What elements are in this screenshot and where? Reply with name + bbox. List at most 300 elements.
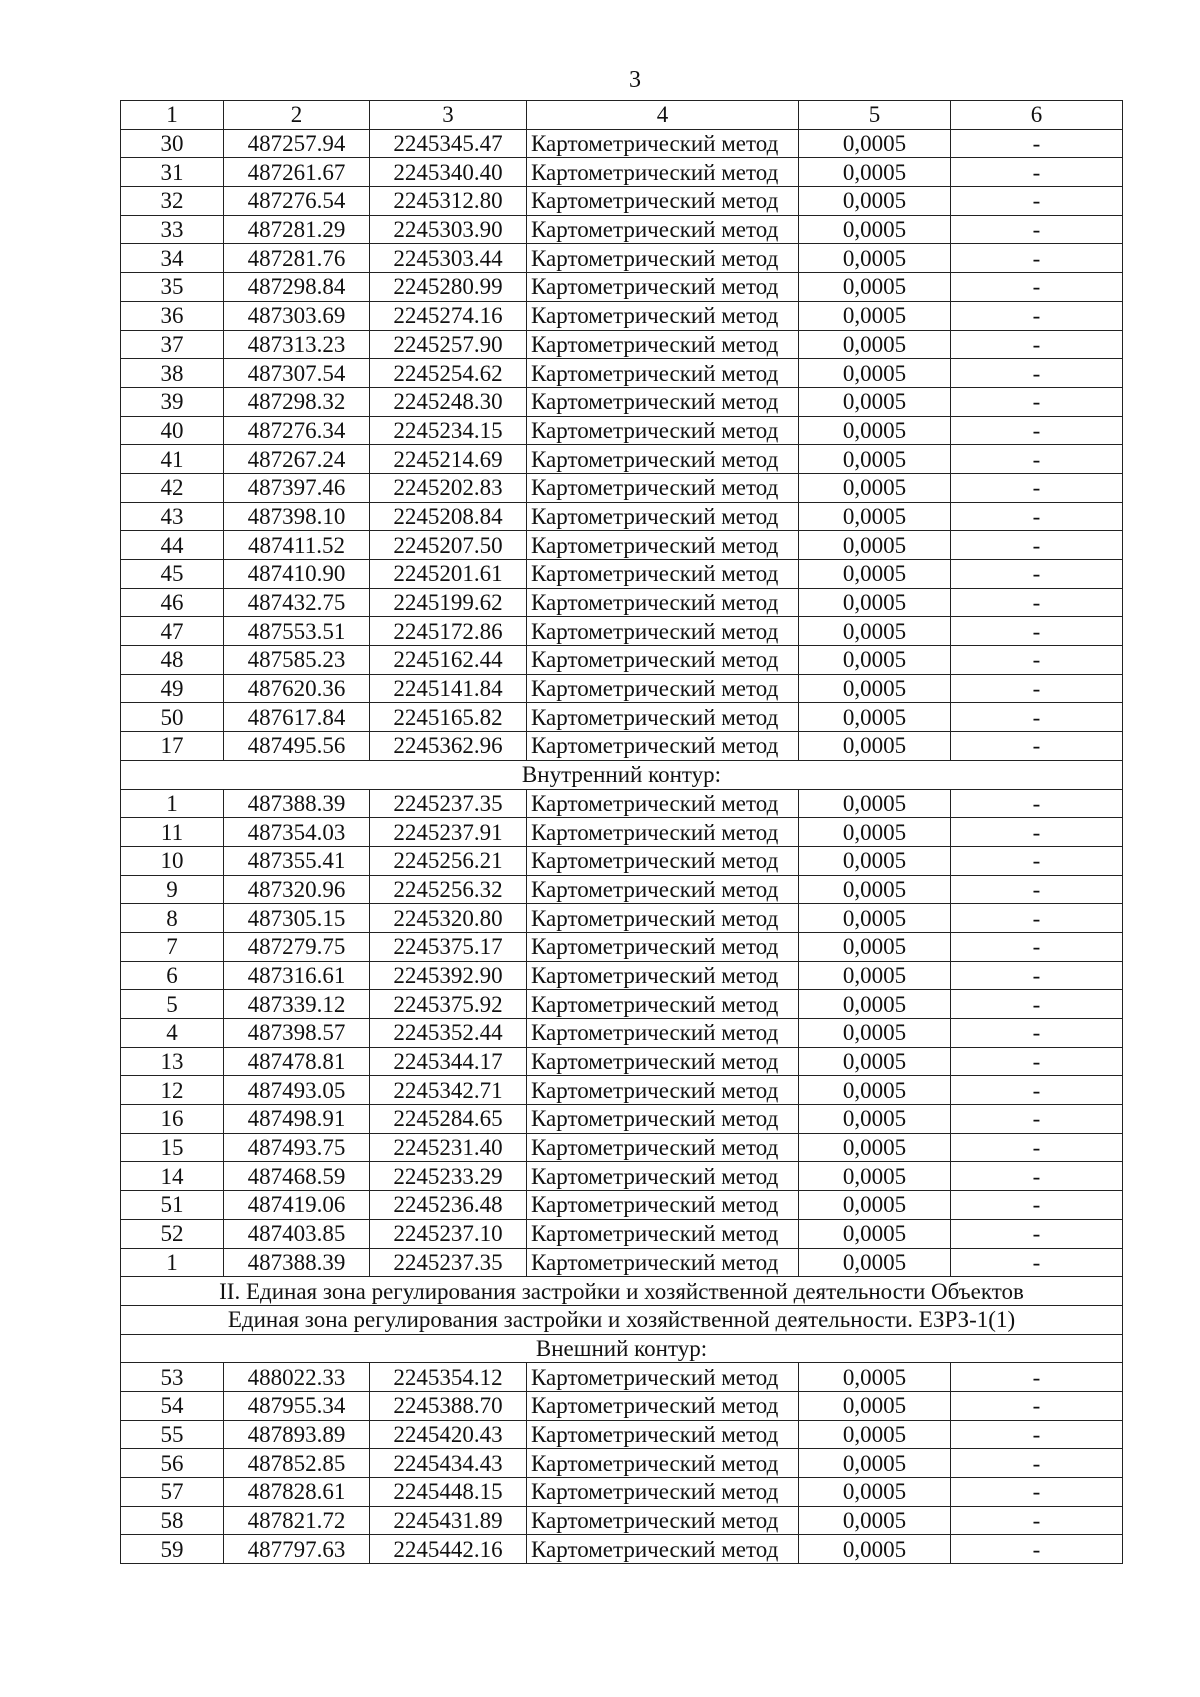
description-cell: - <box>951 1391 1123 1420</box>
description-cell: - <box>951 703 1123 732</box>
accuracy-cell: 0,0005 <box>799 560 951 589</box>
point-number-cell: 41 <box>121 445 224 474</box>
x-coordinate-cell: 487955.34 <box>224 1391 370 1420</box>
page-number: 3 <box>629 67 641 93</box>
x-coordinate-cell: 487821.72 <box>224 1506 370 1535</box>
method-cell: Картометрический метод <box>527 416 799 445</box>
point-number-cell: 7 <box>121 932 224 961</box>
y-coordinate-cell: 2245431.89 <box>370 1506 527 1535</box>
x-coordinate-cell: 487281.76 <box>224 244 370 273</box>
accuracy-cell: 0,0005 <box>799 1535 951 1564</box>
point-number-cell: 11 <box>121 818 224 847</box>
table-row <box>121 703 1123 732</box>
point-number-cell: 47 <box>121 617 224 646</box>
y-coordinate-cell: 2245256.32 <box>370 875 527 904</box>
accuracy-cell: 0,0005 <box>799 273 951 302</box>
y-coordinate-cell: 2245375.92 <box>370 990 527 1019</box>
table-row <box>121 875 1123 904</box>
method-cell: Картометрический метод <box>527 617 799 646</box>
point-number-cell: 56 <box>121 1449 224 1478</box>
x-coordinate-cell: 487298.32 <box>224 387 370 416</box>
table-row <box>121 273 1123 302</box>
description-cell: - <box>951 387 1123 416</box>
x-coordinate-cell: 487307.54 <box>224 359 370 388</box>
accuracy-cell: 0,0005 <box>799 617 951 646</box>
method-cell: Картометрический метод <box>527 674 799 703</box>
description-cell: - <box>951 273 1123 302</box>
accuracy-cell: 0,0005 <box>799 875 951 904</box>
y-coordinate-cell: 2245284.65 <box>370 1105 527 1134</box>
table-row <box>121 129 1123 158</box>
table-row <box>121 961 1123 990</box>
accuracy-cell: 0,0005 <box>799 1076 951 1105</box>
y-coordinate-cell: 2245388.70 <box>370 1391 527 1420</box>
y-coordinate-cell: 2245236.48 <box>370 1191 527 1220</box>
description-cell: - <box>951 1076 1123 1105</box>
point-number-cell: 35 <box>121 273 224 302</box>
description-cell: - <box>951 1219 1123 1248</box>
description-cell: - <box>951 187 1123 216</box>
x-coordinate-cell: 487852.85 <box>224 1449 370 1478</box>
method-cell: Картометрический метод <box>527 445 799 474</box>
y-coordinate-cell: 2245420.43 <box>370 1420 527 1449</box>
method-cell: Картометрический метод <box>527 187 799 216</box>
method-cell: Картометрический метод <box>527 1133 799 1162</box>
x-coordinate-cell: 487493.75 <box>224 1133 370 1162</box>
point-number-cell: 33 <box>121 215 224 244</box>
table-row <box>121 1478 1123 1507</box>
point-number-cell: 38 <box>121 359 224 388</box>
accuracy-cell: 0,0005 <box>799 1105 951 1134</box>
y-coordinate-cell: 2245345.47 <box>370 129 527 158</box>
point-number-cell: 8 <box>121 904 224 933</box>
x-coordinate-cell: 487355.41 <box>224 846 370 875</box>
description-cell: - <box>951 531 1123 560</box>
section-heading-row <box>121 1305 1123 1334</box>
accuracy-cell: 0,0005 <box>799 961 951 990</box>
x-coordinate-cell: 487320.96 <box>224 875 370 904</box>
x-coordinate-cell: 487432.75 <box>224 588 370 617</box>
header-cell: 4 <box>527 101 799 130</box>
x-coordinate-cell: 487828.61 <box>224 1478 370 1507</box>
description-cell: - <box>951 1506 1123 1535</box>
point-number-cell: 59 <box>121 1535 224 1564</box>
table-row <box>121 818 1123 847</box>
accuracy-cell: 0,0005 <box>799 1019 951 1048</box>
accuracy-cell: 0,0005 <box>799 1363 951 1392</box>
point-number-cell: 17 <box>121 732 224 761</box>
y-coordinate-cell: 2245352.44 <box>370 1019 527 1048</box>
table-row <box>121 1047 1123 1076</box>
x-coordinate-cell: 487398.10 <box>224 502 370 531</box>
y-coordinate-cell: 2245312.80 <box>370 187 527 216</box>
table-row <box>121 445 1123 474</box>
x-coordinate-cell: 487403.85 <box>224 1219 370 1248</box>
accuracy-cell: 0,0005 <box>799 330 951 359</box>
table-header-row <box>121 101 1123 130</box>
description-cell: - <box>951 674 1123 703</box>
accuracy-cell: 0,0005 <box>799 244 951 273</box>
x-coordinate-cell: 487468.59 <box>224 1162 370 1191</box>
description-cell: - <box>951 904 1123 933</box>
accuracy-cell: 0,0005 <box>799 187 951 216</box>
method-cell: Картометрический метод <box>527 1248 799 1277</box>
method-cell: Картометрический метод <box>527 846 799 875</box>
method-cell: Картометрический метод <box>527 1535 799 1564</box>
description-cell: - <box>951 588 1123 617</box>
y-coordinate-cell: 2245237.91 <box>370 818 527 847</box>
x-coordinate-cell: 487388.39 <box>224 789 370 818</box>
section-heading: Внутренний контур: <box>121 760 1123 789</box>
point-number-cell: 55 <box>121 1420 224 1449</box>
table-row <box>121 990 1123 1019</box>
table-row <box>121 473 1123 502</box>
accuracy-cell: 0,0005 <box>799 1420 951 1449</box>
table-row <box>121 330 1123 359</box>
y-coordinate-cell: 2245442.16 <box>370 1535 527 1564</box>
x-coordinate-cell: 487279.75 <box>224 932 370 961</box>
point-number-cell: 14 <box>121 1162 224 1191</box>
point-number-cell: 10 <box>121 846 224 875</box>
y-coordinate-cell: 2245274.16 <box>370 301 527 330</box>
y-coordinate-cell: 2245214.69 <box>370 445 527 474</box>
method-cell: Картометрический метод <box>527 158 799 187</box>
table-row <box>121 732 1123 761</box>
section-heading: II. Единая зона регулирования застройки и хозяйственной деятельности Объектов <box>121 1277 1123 1306</box>
accuracy-cell: 0,0005 <box>799 674 951 703</box>
table-row <box>121 904 1123 933</box>
accuracy-cell: 0,0005 <box>799 416 951 445</box>
accuracy-cell: 0,0005 <box>799 129 951 158</box>
point-number-cell: 37 <box>121 330 224 359</box>
x-coordinate-cell: 487620.36 <box>224 674 370 703</box>
point-number-cell: 49 <box>121 674 224 703</box>
point-number-cell: 43 <box>121 502 224 531</box>
method-cell: Картометрический метод <box>527 1076 799 1105</box>
description-cell: - <box>951 1133 1123 1162</box>
x-coordinate-cell: 487495.56 <box>224 732 370 761</box>
table-row <box>121 1248 1123 1277</box>
description-cell: - <box>951 1191 1123 1220</box>
description-cell: - <box>951 416 1123 445</box>
method-cell: Картометрический метод <box>527 330 799 359</box>
x-coordinate-cell: 487267.24 <box>224 445 370 474</box>
y-coordinate-cell: 2245165.82 <box>370 703 527 732</box>
description-cell: - <box>951 789 1123 818</box>
y-coordinate-cell: 2245303.44 <box>370 244 527 273</box>
x-coordinate-cell: 487585.23 <box>224 646 370 675</box>
x-coordinate-cell: 487397.46 <box>224 473 370 502</box>
description-cell: - <box>951 445 1123 474</box>
table-row <box>121 301 1123 330</box>
x-coordinate-cell: 487478.81 <box>224 1047 370 1076</box>
accuracy-cell: 0,0005 <box>799 990 951 1019</box>
point-number-cell: 42 <box>121 473 224 502</box>
table-row <box>121 560 1123 589</box>
description-cell: - <box>951 158 1123 187</box>
coordinates-table <box>120 100 1123 1564</box>
point-number-cell: 12 <box>121 1076 224 1105</box>
description-cell: - <box>951 1162 1123 1191</box>
method-cell: Картометрический метод <box>527 932 799 961</box>
accuracy-cell: 0,0005 <box>799 1047 951 1076</box>
x-coordinate-cell: 487498.91 <box>224 1105 370 1134</box>
section-heading: Внешний контур: <box>121 1334 1123 1363</box>
y-coordinate-cell: 2245208.84 <box>370 502 527 531</box>
y-coordinate-cell: 2245340.40 <box>370 158 527 187</box>
point-number-cell: 44 <box>121 531 224 560</box>
section-heading-row <box>121 1277 1123 1306</box>
y-coordinate-cell: 2245201.61 <box>370 560 527 589</box>
table-row <box>121 1506 1123 1535</box>
y-coordinate-cell: 2245234.15 <box>370 416 527 445</box>
y-coordinate-cell: 2245141.84 <box>370 674 527 703</box>
point-number-cell: 39 <box>121 387 224 416</box>
method-cell: Картометрический метод <box>527 473 799 502</box>
accuracy-cell: 0,0005 <box>799 473 951 502</box>
accuracy-cell: 0,0005 <box>799 215 951 244</box>
y-coordinate-cell: 2245231.40 <box>370 1133 527 1162</box>
method-cell: Картометрический метод <box>527 789 799 818</box>
y-coordinate-cell: 2245256.21 <box>370 846 527 875</box>
x-coordinate-cell: 487388.39 <box>224 1248 370 1277</box>
point-number-cell: 1 <box>121 789 224 818</box>
y-coordinate-cell: 2245320.80 <box>370 904 527 933</box>
point-number-cell: 31 <box>121 158 224 187</box>
point-number-cell: 16 <box>121 1105 224 1134</box>
y-coordinate-cell: 2245434.43 <box>370 1449 527 1478</box>
description-cell: - <box>951 1449 1123 1478</box>
accuracy-cell: 0,0005 <box>799 502 951 531</box>
accuracy-cell: 0,0005 <box>799 359 951 388</box>
description-cell: - <box>951 359 1123 388</box>
x-coordinate-cell: 487305.15 <box>224 904 370 933</box>
y-coordinate-cell: 2245448.15 <box>370 1478 527 1507</box>
method-cell: Картометрический метод <box>527 244 799 273</box>
table-row <box>121 502 1123 531</box>
section-heading-row <box>121 1334 1123 1363</box>
accuracy-cell: 0,0005 <box>799 158 951 187</box>
accuracy-cell: 0,0005 <box>799 1248 951 1277</box>
table-row <box>121 359 1123 388</box>
x-coordinate-cell: 487893.89 <box>224 1420 370 1449</box>
x-coordinate-cell: 487276.34 <box>224 416 370 445</box>
description-cell: - <box>951 818 1123 847</box>
description-cell: - <box>951 1248 1123 1277</box>
accuracy-cell: 0,0005 <box>799 301 951 330</box>
method-cell: Картометрический метод <box>527 1047 799 1076</box>
point-number-cell: 50 <box>121 703 224 732</box>
method-cell: Картометрический метод <box>527 1219 799 1248</box>
table-row <box>121 1219 1123 1248</box>
y-coordinate-cell: 2245248.30 <box>370 387 527 416</box>
x-coordinate-cell: 487354.03 <box>224 818 370 847</box>
method-cell: Картометрический метод <box>527 1391 799 1420</box>
x-coordinate-cell: 487493.05 <box>224 1076 370 1105</box>
accuracy-cell: 0,0005 <box>799 531 951 560</box>
accuracy-cell: 0,0005 <box>799 387 951 416</box>
x-coordinate-cell: 487298.84 <box>224 273 370 302</box>
point-number-cell: 4 <box>121 1019 224 1048</box>
point-number-cell: 9 <box>121 875 224 904</box>
x-coordinate-cell: 487257.94 <box>224 129 370 158</box>
description-cell: - <box>951 129 1123 158</box>
accuracy-cell: 0,0005 <box>799 1506 951 1535</box>
accuracy-cell: 0,0005 <box>799 732 951 761</box>
accuracy-cell: 0,0005 <box>799 1391 951 1420</box>
y-coordinate-cell: 2245237.35 <box>370 1248 527 1277</box>
accuracy-cell: 0,0005 <box>799 818 951 847</box>
description-cell: - <box>951 932 1123 961</box>
description-cell: - <box>951 215 1123 244</box>
section-heading-row <box>121 760 1123 789</box>
y-coordinate-cell: 2245280.99 <box>370 273 527 302</box>
section-heading: Единая зона регулирования застройки и хозяйственной деятельности. ЕЗРЗ-1(1) <box>121 1305 1123 1334</box>
description-cell: - <box>951 301 1123 330</box>
point-number-cell: 5 <box>121 990 224 1019</box>
method-cell: Картометрический метод <box>527 215 799 244</box>
table-row <box>121 1535 1123 1564</box>
description-cell: - <box>951 1535 1123 1564</box>
y-coordinate-cell: 2245344.17 <box>370 1047 527 1076</box>
description-cell: - <box>951 1478 1123 1507</box>
accuracy-cell: 0,0005 <box>799 789 951 818</box>
point-number-cell: 32 <box>121 187 224 216</box>
description-cell: - <box>951 1047 1123 1076</box>
description-cell: - <box>951 1105 1123 1134</box>
y-coordinate-cell: 2245202.83 <box>370 473 527 502</box>
description-cell: - <box>951 1363 1123 1392</box>
method-cell: Картометрический метод <box>527 1363 799 1392</box>
accuracy-cell: 0,0005 <box>799 588 951 617</box>
table-row <box>121 244 1123 273</box>
y-coordinate-cell: 2245362.96 <box>370 732 527 761</box>
description-cell: - <box>951 502 1123 531</box>
point-number-cell: 57 <box>121 1478 224 1507</box>
y-coordinate-cell: 2245303.90 <box>370 215 527 244</box>
table-row <box>121 846 1123 875</box>
method-cell: Картометрический метод <box>527 273 799 302</box>
table-row <box>121 1363 1123 1392</box>
x-coordinate-cell: 487303.69 <box>224 301 370 330</box>
table-row <box>121 617 1123 646</box>
y-coordinate-cell: 2245392.90 <box>370 961 527 990</box>
x-coordinate-cell: 487281.29 <box>224 215 370 244</box>
y-coordinate-cell: 2245237.35 <box>370 789 527 818</box>
point-number-cell: 53 <box>121 1363 224 1392</box>
method-cell: Картометрический метод <box>527 387 799 416</box>
point-number-cell: 54 <box>121 1391 224 1420</box>
header-cell: 3 <box>370 101 527 130</box>
point-number-cell: 48 <box>121 646 224 675</box>
table-row <box>121 646 1123 675</box>
point-number-cell: 15 <box>121 1133 224 1162</box>
point-number-cell: 34 <box>121 244 224 273</box>
method-cell: Картометрический метод <box>527 961 799 990</box>
method-cell: Картометрический метод <box>527 1191 799 1220</box>
point-number-cell: 40 <box>121 416 224 445</box>
method-cell: Картометрический метод <box>527 560 799 589</box>
y-coordinate-cell: 2245162.44 <box>370 646 527 675</box>
description-cell: - <box>951 617 1123 646</box>
y-coordinate-cell: 2245237.10 <box>370 1219 527 1248</box>
description-cell: - <box>951 560 1123 589</box>
point-number-cell: 51 <box>121 1191 224 1220</box>
accuracy-cell: 0,0005 <box>799 646 951 675</box>
method-cell: Картометрический метод <box>527 1478 799 1507</box>
y-coordinate-cell: 2245172.86 <box>370 617 527 646</box>
description-cell: - <box>951 1019 1123 1048</box>
x-coordinate-cell: 487339.12 <box>224 990 370 1019</box>
method-cell: Картометрический метод <box>527 646 799 675</box>
description-cell: - <box>951 990 1123 1019</box>
table-row <box>121 158 1123 187</box>
y-coordinate-cell: 2245342.71 <box>370 1076 527 1105</box>
x-coordinate-cell: 487411.52 <box>224 531 370 560</box>
method-cell: Картометрический метод <box>527 1506 799 1535</box>
method-cell: Картометрический метод <box>527 1420 799 1449</box>
point-number-cell: 45 <box>121 560 224 589</box>
y-coordinate-cell: 2245354.12 <box>370 1363 527 1392</box>
table-row <box>121 387 1123 416</box>
description-cell: - <box>951 244 1123 273</box>
accuracy-cell: 0,0005 <box>799 846 951 875</box>
accuracy-cell: 0,0005 <box>799 1219 951 1248</box>
y-coordinate-cell: 2245375.17 <box>370 932 527 961</box>
accuracy-cell: 0,0005 <box>799 1449 951 1478</box>
method-cell: Картометрический метод <box>527 588 799 617</box>
table-row <box>121 215 1123 244</box>
table-row <box>121 674 1123 703</box>
table-row <box>121 588 1123 617</box>
method-cell: Картометрический метод <box>527 502 799 531</box>
method-cell: Картометрический метод <box>527 732 799 761</box>
header-cell: 2 <box>224 101 370 130</box>
x-coordinate-cell: 487797.63 <box>224 1535 370 1564</box>
accuracy-cell: 0,0005 <box>799 703 951 732</box>
method-cell: Картометрический метод <box>527 703 799 732</box>
table-row <box>121 932 1123 961</box>
header-cell: 6 <box>951 101 1123 130</box>
method-cell: Картометрический метод <box>527 818 799 847</box>
accuracy-cell: 0,0005 <box>799 1162 951 1191</box>
y-coordinate-cell: 2245254.62 <box>370 359 527 388</box>
x-coordinate-cell: 487410.90 <box>224 560 370 589</box>
x-coordinate-cell: 487316.61 <box>224 961 370 990</box>
y-coordinate-cell: 2245257.90 <box>370 330 527 359</box>
y-coordinate-cell: 2245233.29 <box>370 1162 527 1191</box>
x-coordinate-cell: 487398.57 <box>224 1019 370 1048</box>
point-number-cell: 6 <box>121 961 224 990</box>
x-coordinate-cell: 488022.33 <box>224 1363 370 1392</box>
x-coordinate-cell: 487553.51 <box>224 617 370 646</box>
point-number-cell: 52 <box>121 1219 224 1248</box>
table-row <box>121 1133 1123 1162</box>
table-row <box>121 187 1123 216</box>
method-cell: Картометрический метод <box>527 875 799 904</box>
method-cell: Картометрический метод <box>527 1162 799 1191</box>
accuracy-cell: 0,0005 <box>799 445 951 474</box>
method-cell: Картометрический метод <box>527 1019 799 1048</box>
table-row <box>121 1391 1123 1420</box>
description-cell: - <box>951 961 1123 990</box>
table-row <box>121 1420 1123 1449</box>
table-row <box>121 1191 1123 1220</box>
description-cell: - <box>951 473 1123 502</box>
table-row <box>121 531 1123 560</box>
method-cell: Картометрический метод <box>527 1449 799 1478</box>
table-row <box>121 1162 1123 1191</box>
